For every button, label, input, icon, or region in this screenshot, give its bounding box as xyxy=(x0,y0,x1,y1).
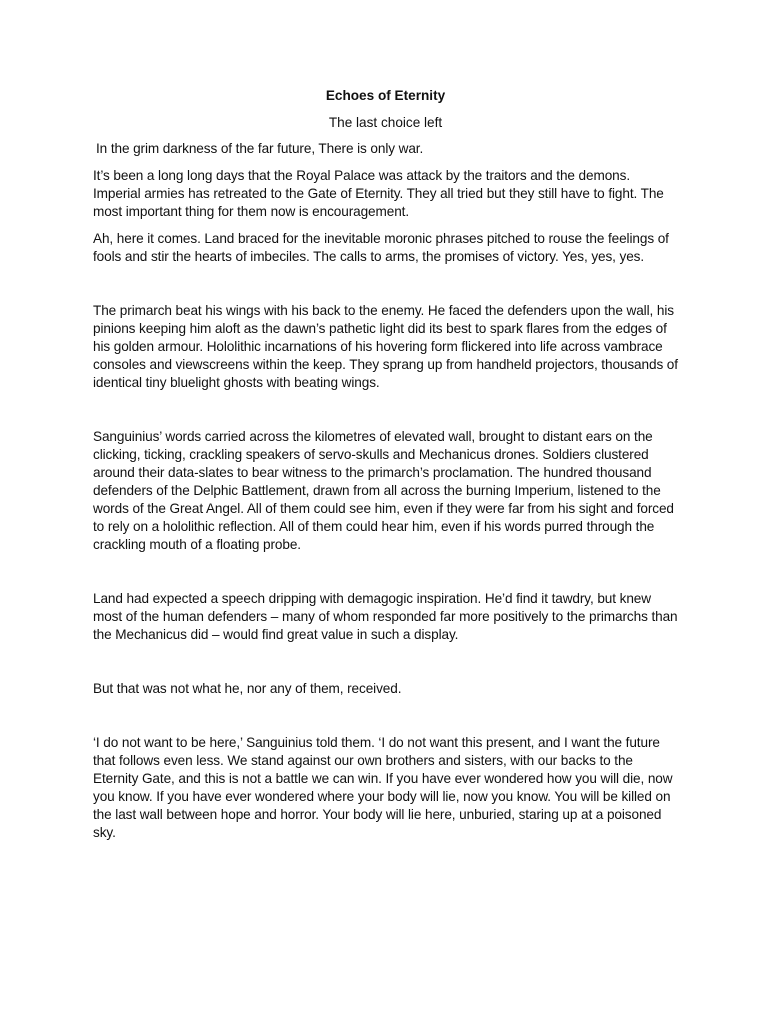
paragraph-1: In the grim darkness of the far future, There is only war. xyxy=(96,141,424,156)
document-page xyxy=(93,86,678,842)
paragraph-8: ‘I do not want to be here,’ Sanguinius told them. ‘I do not want this present, and I want the future that follows even less. We stand against our own brothers and sisters, with our backs to the Eternity Gate, and this is not a battle we can win. If you have ever wondered how you will die, now you know. If you have ever wondered where your body will lie, now you know. You will be killed on the last wall between hope and horror. Your body will lie here, unburied, staring up at a poisoned sky. xyxy=(93,735,673,840)
paragraph-6: Land had expected a speech dripping with demagogic inspiration. He’d find it tawdry, but knew most of the human defenders – many of whom responded far more positively to the primarchs than the Mechanicus did – would find great value in such a display. xyxy=(93,591,678,642)
paragraph-3: Ah, here it comes. Land braced for the inevitable moronic phrases pitched to rouse the feelings of fools and stir the hearts of imbeciles. The calls to arms, the promises of victory. Yes, yes, yes. xyxy=(93,231,669,264)
paragraph-2: It’s been a long long days that the Royal Palace was attack by the traitors and the demons. Imperial armies has retreated to the Gate of Eternity. They all tried but they still have to fight. The most important thing for them now is encouragement. xyxy=(93,168,664,219)
document-title: Echoes of Eternity xyxy=(325,88,446,103)
paragraph-4: The primarch beat his wings with his back to the enemy. He faced the defenders upon the wall, his pinions keeping him aloft as the dawn’s pathetic light did its best to spark flares from the edges of his golden armour. Hololithic incarnations of his hovering form flickered into life across vambrace consoles and viewscreens within the keep. They sprang up from handheld projectors, thousands of identical tiny bluelight ghosts with beating wings. xyxy=(93,303,678,390)
document-subtitle: The last choice left xyxy=(328,115,443,130)
paragraph-5: Sanguinius’ words carried across the kilometres of elevated wall, brought to distant ears on the clicking, ticking, crackling speakers of servo-skulls and Mechanicus drones. Soldiers clustered around their data-slates to bear witness to the primarch’s proclamation. The hundred thousand defenders of the Delphic Battlement, drawn from all across the burning Imperium, listened to the words of the Great Angel. All of them could see him, even if they were far from his sight and forced to rely on a hololithic reflection. All of them could hear him, even if his words purred through the crackling mouth of a floating probe. xyxy=(93,429,674,552)
paragraph-7: But that was not what he, nor any of them, received. xyxy=(93,681,402,696)
